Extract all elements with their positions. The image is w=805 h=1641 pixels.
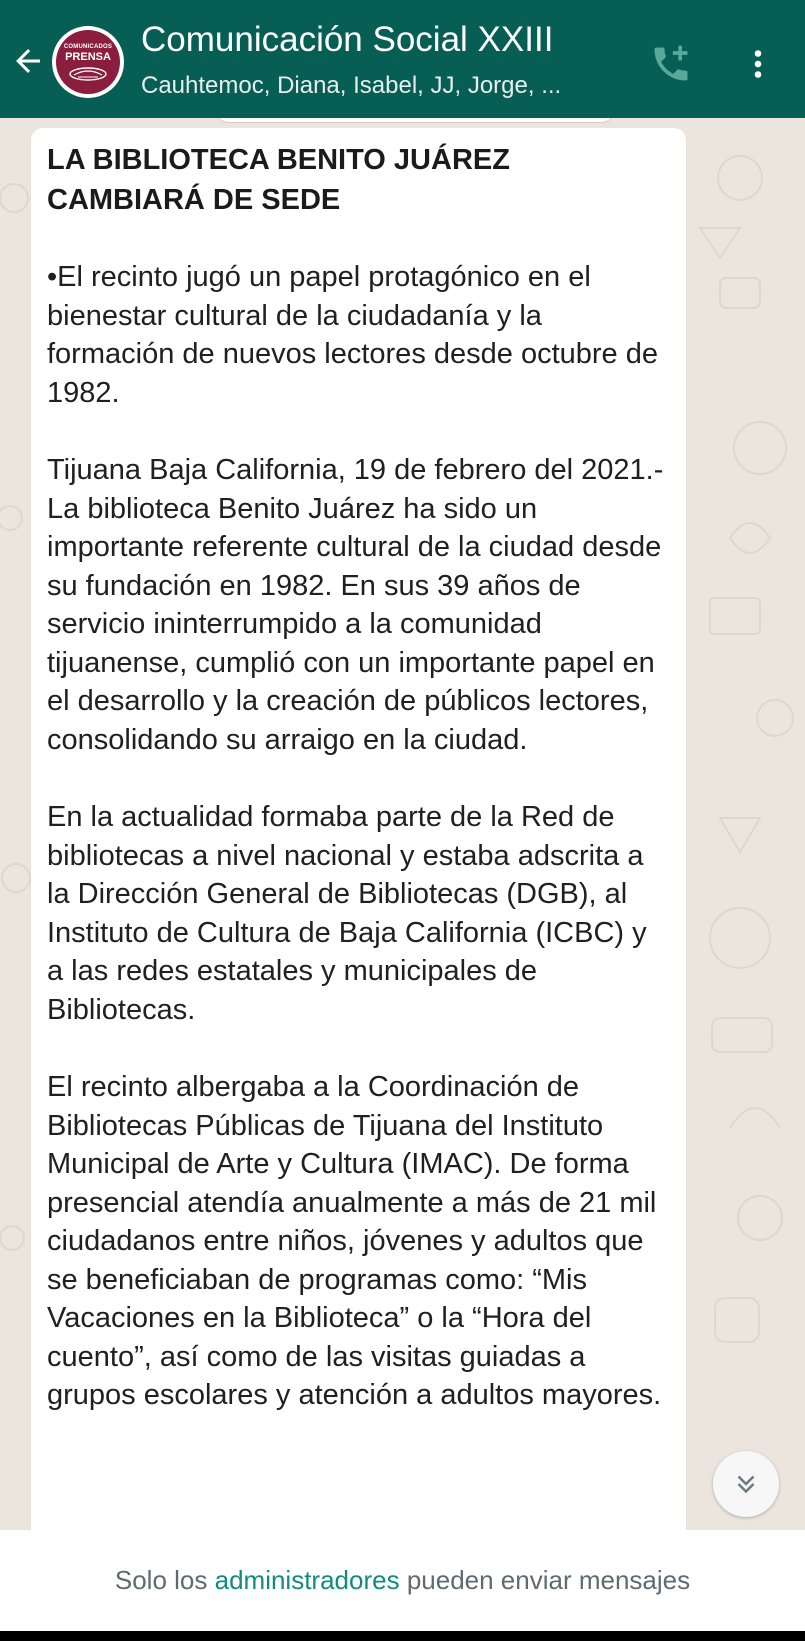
message-paragraph: En la actualidad formaba parte de la Red de bibliotecas a nivel nacional y estaba adscrita a la Dirección General de Bibliotecas (DGB), al Instituto de Cultura de Baja California (ICBC) y a las redes estatales y municipales de Bibliotecas. — [47, 801, 647, 1026]
more-options-button[interactable] — [738, 38, 778, 90]
message-paragraph: Tijuana Baja California, 19 de febrero del 2021.- La biblioteca Benito Juárez ha sido un importante referente cultural de la ciudad desde su fundación en 1982. En sus 39 años de servicio ininterrumpido a la comunidad tijuanense, cumplió con un importante papel en el desarrollo y la creación de públicos lectores, consolidando su arraigo en la ciudad. — [47, 454, 664, 756]
avatar-emblem-icon — [68, 67, 108, 81]
group-avatar[interactable] — [52, 26, 124, 98]
chat-header — [0, 0, 805, 118]
scroll-to-bottom-button[interactable] — [713, 1451, 779, 1517]
chat-messages-area[interactable] — [0, 118, 805, 1530]
message-headline: LA BIBLIOTECA BENITO JUÁREZ CAMBIARÁ DE SEDE — [47, 144, 510, 216]
avatar-line2: PRENSA — [65, 50, 111, 63]
notice-suffix: pueden enviar mensajes — [399, 1565, 691, 1595]
message-paragraph: •El recinto jugó un papel protagónico en el bienestar cultural de la ciudadanía y la formación de nuevos lectores desde octubre de 1982. — [47, 261, 658, 409]
add-call-button[interactable] — [645, 38, 697, 90]
chat-participants[interactable]: Cauhtemoc, Diana, Isabel, JJ, Jorge, ... — [141, 72, 562, 99]
avatar-logo — [56, 30, 120, 94]
chat-title[interactable]: Comunicación Social XXIII — [141, 20, 554, 59]
double-chevron-down-icon — [731, 1469, 761, 1499]
avatar-line1: COMUNICADOS — [63, 43, 113, 50]
system-nav-bar — [0, 1631, 805, 1641]
message-bubble[interactable] — [31, 128, 686, 1530]
administrators-link[interactable]: administradores — [214, 1565, 400, 1595]
back-button[interactable] — [8, 36, 48, 86]
message-paragraph: El recinto albergaba a la Coordinación de Bibliotecas Públicas de Tijuana del Instituto Municipal de Arte y Cultura (IMAC). De forma presencial atendía anualmente a más de 21 mil ciudadanos entre niños, jóvenes y adultos que se beneficiaban de programas como: “Mis Vacaciones en la Biblioteca” o la “Hora del cuento”, así como de las visitas guiadas a grupos escolares y atención a adultos mayores. — [47, 1071, 662, 1411]
add-call-icon — [649, 42, 693, 86]
more-vert-icon — [740, 44, 776, 84]
admins-only-notice — [0, 1530, 805, 1631]
arrow-back-icon — [10, 43, 46, 79]
notice-prefix: Solo los — [114, 1565, 215, 1595]
previous-message-edge — [215, 118, 615, 122]
